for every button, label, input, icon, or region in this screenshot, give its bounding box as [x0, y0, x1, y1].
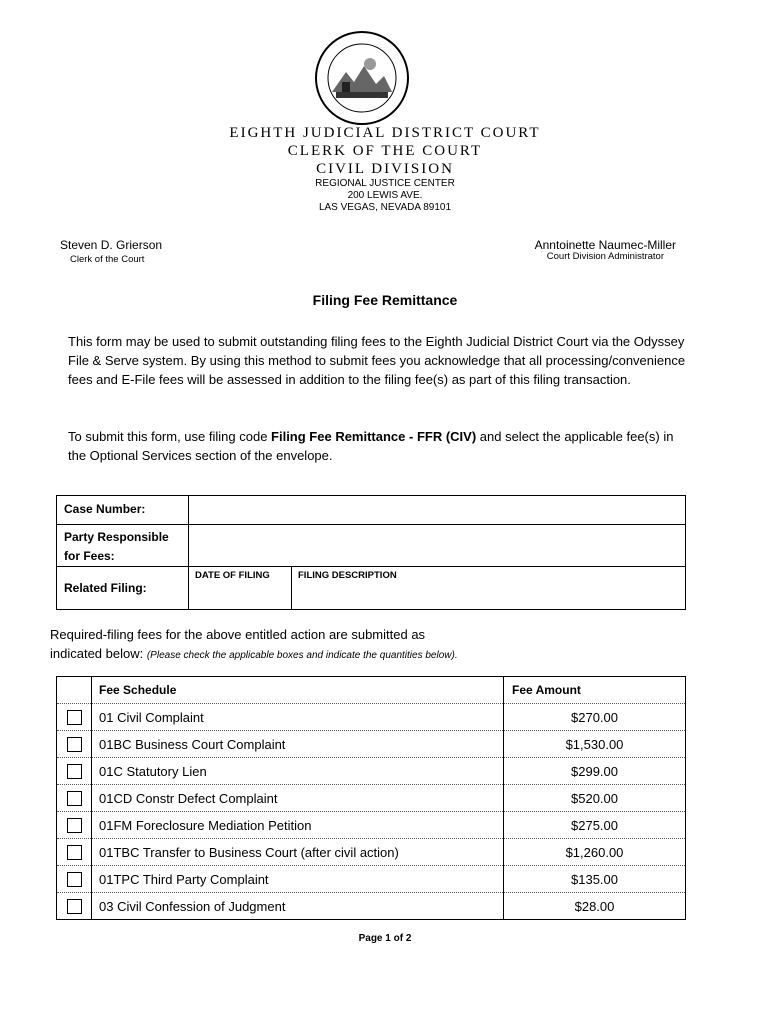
- page-number: Page 1 of 2: [358, 933, 412, 944]
- fee-amount: $1,530.00: [504, 731, 686, 758]
- related-filing-label: Related Filing:: [57, 567, 189, 610]
- fee-row: [57, 893, 686, 920]
- clerk-title: Clerk of the Court: [70, 254, 145, 265]
- case-number-field[interactable]: [189, 496, 686, 525]
- fee-amount: $1,260.00: [504, 839, 686, 866]
- fee-table-header: [57, 677, 686, 704]
- court-name: EIGHTH JUDICIAL DISTRICT COURT: [229, 125, 541, 141]
- intro-paragraph: This form may be used to submit outstanding filing fees to the Eighth Judicial District Court via the Odyssey File & Serve system. By using this method to submit fees you acknowledge that all processing/convenience fees and E-File fees will be assessed in addition to the filing fee(s) as part of this filing transaction.: [68, 334, 686, 387]
- fee-amount: $135.00: [504, 866, 686, 893]
- header-blank: [57, 677, 92, 704]
- party-label: [57, 525, 189, 567]
- required-text-line2: indicated below:: [50, 646, 147, 661]
- filing-code: Filing Fee Remittance - FFR (CIV): [271, 429, 477, 444]
- fee-amount: $28.00: [504, 893, 686, 920]
- fee-amount: $520.00: [504, 785, 686, 812]
- date-of-filing-field[interactable]: [189, 567, 292, 610]
- address-line-2: 200 LEWIS AVE.: [347, 190, 423, 201]
- submit-instructions: [68, 427, 688, 465]
- address-line-1: REGIONAL JUSTICE CENTER: [315, 178, 455, 189]
- division-name: CIVIL DIVISION: [316, 161, 454, 177]
- clerk-name: Steven D. Grierson: [60, 238, 163, 252]
- fee-amount: $275.00: [504, 812, 686, 839]
- case-info-table: [56, 495, 686, 610]
- fee-amount: $270.00: [504, 704, 686, 731]
- fee-description: 01TBC Transfer to Business Court (after civil action): [92, 839, 504, 866]
- fee-description: 03 Civil Confession of Judgment: [92, 893, 504, 920]
- check-instruction: (Please check the applicable boxes and indicate the quantities below).: [146, 650, 458, 661]
- clerk-office: CLERK OF THE COURT: [287, 143, 483, 159]
- fee-checkbox[interactable]: [67, 791, 82, 806]
- party-label-line2: for Fees:: [64, 549, 115, 563]
- admin-title: Court Division Administrator: [546, 251, 664, 262]
- fee-checkbox[interactable]: [67, 737, 82, 752]
- form-title: Filing Fee Remittance: [312, 292, 458, 308]
- submit-text-post: and select the applicable fee(s) in the Optional Services section of the envelope.: [68, 429, 674, 463]
- required-fees-text: [50, 625, 458, 665]
- nevada-seal: [314, 30, 410, 126]
- fee-description: 01C Statutory Lien: [92, 758, 504, 785]
- fee-row: [57, 812, 686, 839]
- fee-description: 01CD Constr Defect Complaint: [92, 785, 504, 812]
- fee-checkbox[interactable]: [67, 872, 82, 887]
- fee-description: 01 Civil Complaint: [92, 704, 504, 731]
- fee-checkbox[interactable]: [67, 764, 82, 779]
- fee-row: [57, 785, 686, 812]
- address-line-3: LAS VEGAS, NEVADA 89101: [318, 202, 452, 213]
- party-label-line1: Party Responsible: [64, 530, 169, 544]
- fee-description: 01BC Business Court Complaint: [92, 731, 504, 758]
- filing-description-header: FILING DESCRIPTION: [298, 570, 397, 581]
- fee-checkbox[interactable]: [67, 818, 82, 833]
- fee-description: 01FM Foreclosure Mediation Petition: [92, 812, 504, 839]
- fee-amount: $299.00: [504, 758, 686, 785]
- filing-description-field[interactable]: [292, 567, 686, 610]
- required-text-line1: Required-filing fees for the above entitled action are submitted as: [50, 627, 426, 642]
- party-field[interactable]: [189, 525, 686, 567]
- fee-row: [57, 866, 686, 893]
- fee-checkbox[interactable]: [67, 710, 82, 725]
- fee-row: [57, 839, 686, 866]
- fee-schedule-header: Fee Schedule: [92, 677, 504, 704]
- fee-row: [57, 704, 686, 731]
- date-of-filing-header: DATE OF FILING: [195, 570, 270, 581]
- fee-checkbox[interactable]: [67, 845, 82, 860]
- fee-row: [57, 731, 686, 758]
- admin-name: Anntoinette Naumec-Miller: [534, 238, 676, 252]
- case-number-label: Case Number:: [57, 496, 189, 525]
- fee-description: 01TPC Third Party Complaint: [92, 866, 504, 893]
- fee-row: [57, 758, 686, 785]
- fee-schedule-table: [56, 676, 686, 920]
- submit-text-pre: To submit this form, use filing code: [68, 429, 272, 444]
- fee-checkbox[interactable]: [67, 899, 82, 914]
- fee-amount-header: Fee Amount: [504, 677, 686, 704]
